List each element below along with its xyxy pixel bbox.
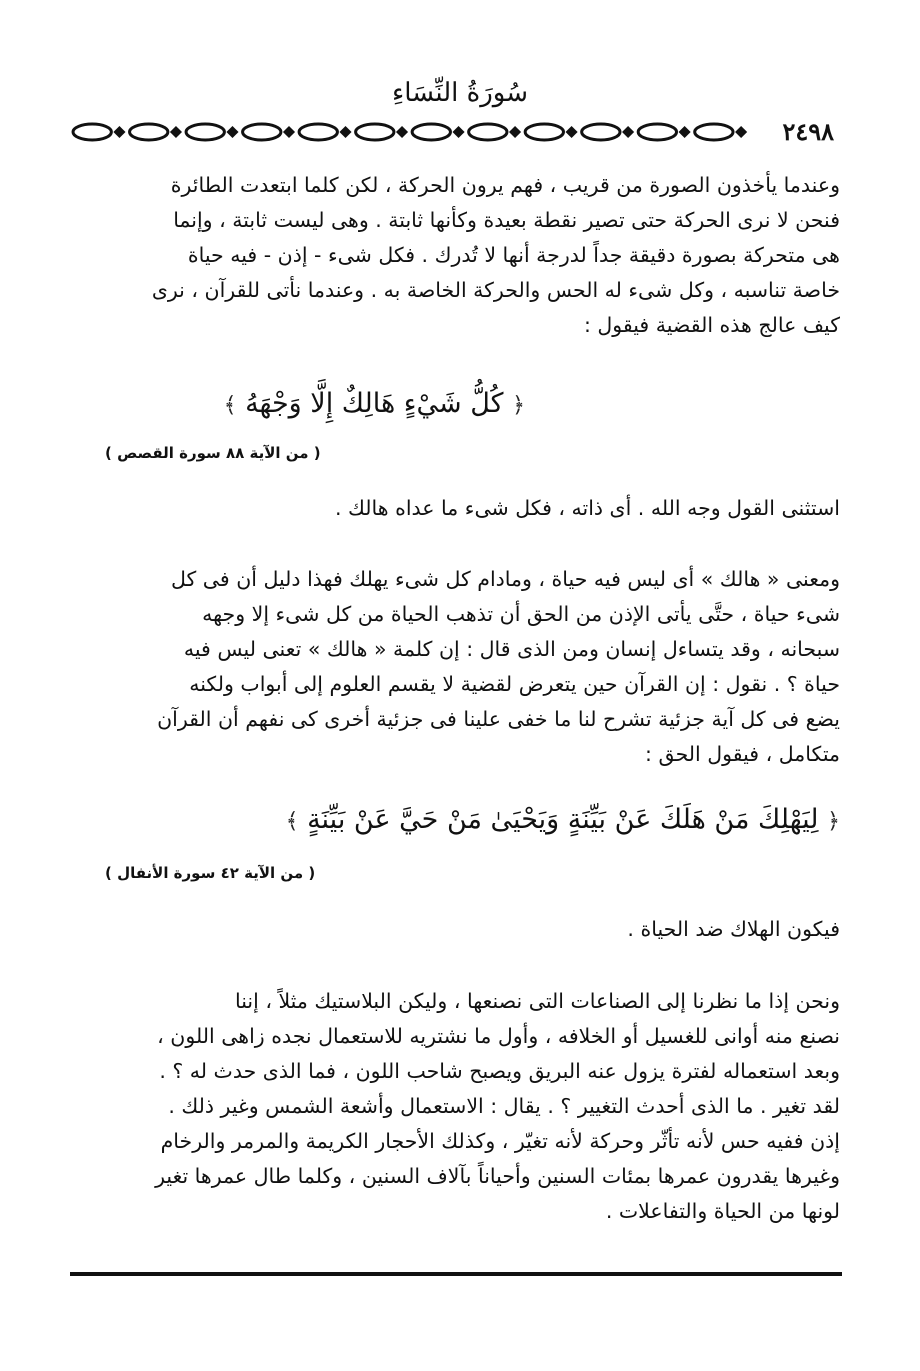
verse-reference: ( من الآية ٨٨ سورة القصص )	[105, 444, 321, 462]
paragraph-5	[100, 984, 840, 1229]
text-line: شىء حياة ، حتَّى يأتى الإذن من الحق أن تذهب الحياة من كل شىء إلا وجهه	[202, 602, 840, 626]
quran-verse-2	[286, 800, 840, 842]
text-line: متكامل ، فيقول الحق :	[645, 742, 840, 766]
text-line: إذن ففيه حس لأنه تأثّر وحركة لأنه تغيّر ، وكذلك الأحجار الكريمة والمرمر والرخام	[160, 1129, 840, 1153]
text-line: استثنى القول وجه الله . أى ذاته ، فكل شىء ما عداه هالك .	[334, 496, 840, 520]
verse-close-bracket-icon: ﴾	[285, 809, 299, 834]
paragraph-2	[140, 491, 840, 526]
verse-open-bracket-icon: ﴿	[827, 809, 840, 834]
text-line: يضع فى كل آية جزئية تشرح لنا ما خفى علينا فى جزئية أخرى كى نفهم أن القرآن	[157, 707, 840, 731]
text-line: حياة ؟ . نقول : إن القرآن حين يتعرض لقضية لا يقسم العلوم إلى أبواب ولكنه	[189, 672, 840, 696]
text-line: كيف عالج هذه القضية فيقول :	[583, 313, 840, 337]
text-line: ونحن إذا ما نظرنا إلى الصناعات التى نصنعها ، وليكن البلاستيك مثلاً ، إننا	[234, 989, 840, 1013]
bottom-rule	[70, 1272, 842, 1276]
verse-text: لِيَهْلِكَ مَنْ هَلَكَ عَنْ بَيِّنَةٍ وَيَحْيَىٰ مَنْ حَيَّ عَنْ بَيِّنَةٍ	[307, 804, 819, 835]
page-number: ٢٤٩٨	[782, 117, 834, 146]
text-line: فيكون الهلاك ضد الحياة .	[627, 917, 840, 941]
paragraph-1	[100, 168, 840, 343]
text-line: فنحن لا نرى الحركة حتى تصير نقطة بعيدة وكأنها ثابتة . وهى ليست ثابتة ، وإنما	[173, 208, 840, 232]
text-line: وغيرها يقدرون عمرها بمئات السنين وأحياناً بآلاف السنين ، وكلما طال عمرها تغير	[155, 1164, 840, 1188]
text-line: ومعنى « هالك » أى ليس فيه حياة ، ومادام كل شىء يهلك فهذا دليل أن فى كل	[171, 567, 840, 591]
quran-verse-1	[224, 384, 525, 426]
header-border	[70, 118, 840, 146]
paragraph-3	[100, 562, 840, 772]
verse-open-bracket-icon: ﴿	[512, 393, 525, 418]
text-line: لونها من الحياة والتفاعلات .	[605, 1199, 840, 1223]
text-line: وعندما يأخذون الصورة من قريب ، فهم يرون الحركة ، لكن كلما ابتعدت الطائرة	[170, 173, 840, 197]
verse-text: كُلُّ شَيْءٍ هَالِكٌ إِلَّا وَجْهَهُ	[245, 388, 504, 419]
surah-title: سُورَةُ النِّسَاءِ	[392, 78, 528, 108]
chain-ornament-icon	[70, 118, 776, 146]
text-line: لقد تغير . ما الذى أحدث التغيير ؟ . يقال : الاستعمال وأشعة الشمس وغير ذلك .	[168, 1094, 840, 1118]
paragraph-4	[100, 912, 840, 947]
text-line: هى متحركة بصورة دقيقة جداً لدرجة أنها لا تُدرك . فكل شىء - إذن - فيه حياة	[187, 243, 840, 267]
text-line: سبحانه ، وقد يتساءل إنسان ومن الذى قال : إن كلمة « هالك » تعنى ليس فيه	[183, 637, 840, 661]
text-line: وبعد استعماله لفترة يزول عنه البريق ويصبح شاحب اللون ، فما الذى حدث له ؟ .	[159, 1059, 840, 1083]
verse-close-bracket-icon: ﴾	[223, 393, 237, 418]
verse-reference: ( من الآية ٤٢ سورة الأنفال )	[105, 864, 316, 882]
text-line: نصنع منه أوانى للغسيل أو الخلافه ، وأول ما نشتريه للاستعمال نجده زاهى اللون ،	[157, 1024, 840, 1048]
text-line: خاصة تناسبه ، وكل شىء له الحس والحركة الخاصة به . وعندما نأتى للقرآن ، نرى	[151, 278, 840, 302]
